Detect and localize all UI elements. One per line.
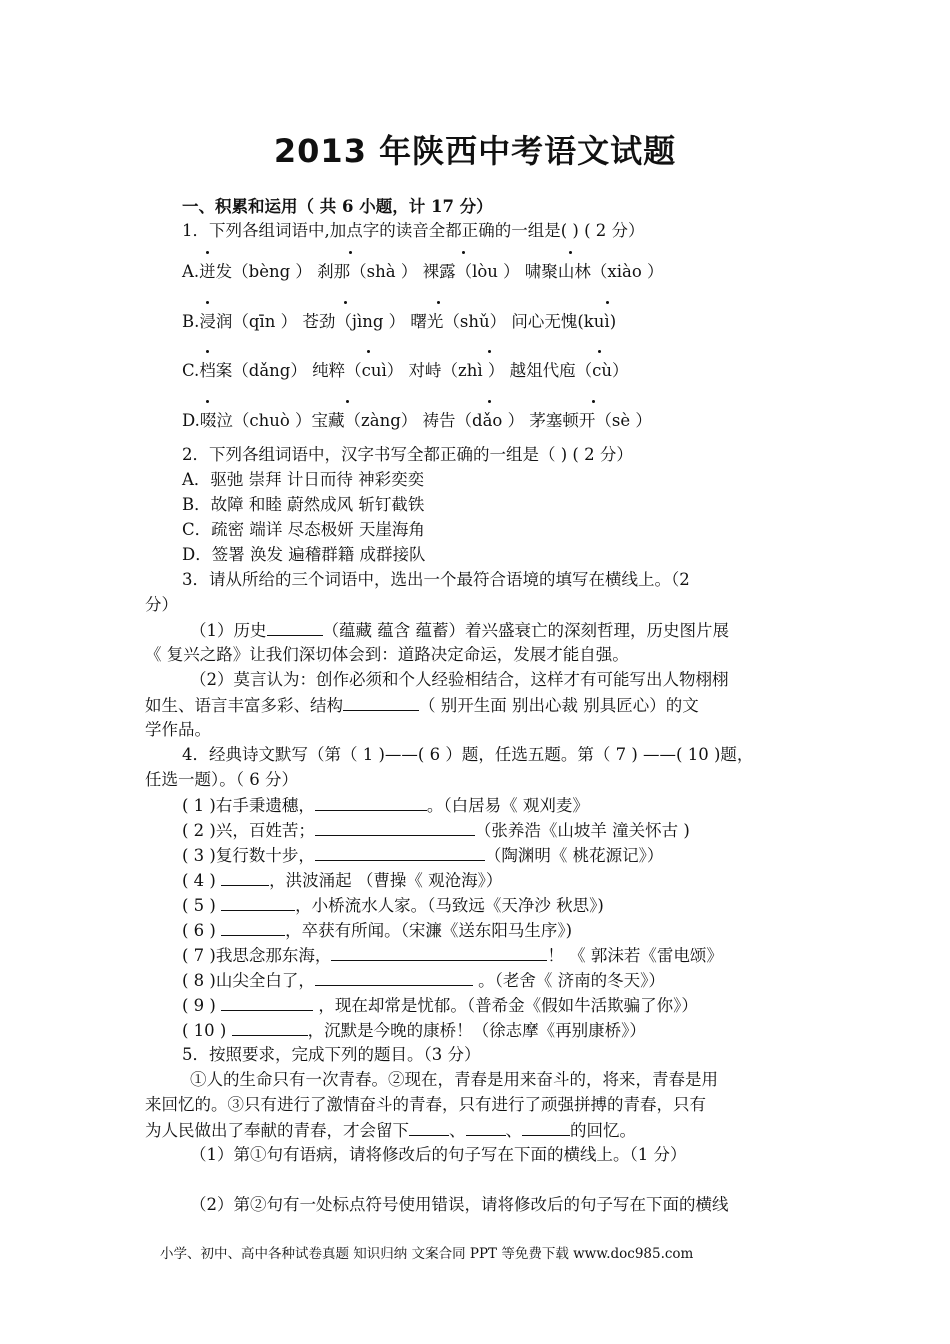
section-heading: 一、积累和运用（ 共 6 小题，计 17 分）: [182, 197, 493, 216]
answer-blank: [522, 1119, 570, 1136]
q1-option-a: A.迸发（bèng ） 刹那（shà ） 裸露（lòu ） 啸聚山林（xiào ）: [182, 262, 664, 281]
q4-item-9: ( 9 ) ，现在却常是忧郁。（普希金《假如牛活欺骗了你》）: [182, 996, 698, 1015]
q5-passage-line-3: 为人民做出了奉献的青春，才会留下 、 、 的回忆。: [145, 1121, 636, 1140]
answer-blank: [315, 819, 475, 836]
question-4-stem-cont: 任选一题）。（ 6 分）: [145, 770, 298, 789]
q3-part-2-cont: 如生、语言丰富多彩、结构 （ 别开生面 别出心裁 别具匠心）的文: [145, 696, 699, 715]
answer-blank: [315, 969, 473, 986]
q4-item-7: ( 7 )我思念那东海， ！ 《 郭沫若《雷电颂》: [182, 946, 723, 965]
question-5-stem: 5．按照要求，完成下列的题目。（3 分）: [182, 1045, 481, 1064]
q3-part-1-cont: 《 复兴之路》让我们深切体会到：道路决定命运，发展才能自强。: [145, 645, 629, 664]
answer-blank: [221, 994, 313, 1011]
q4-item-2: ( 2 )兴，百姓苦； （张养浩《山坡羊 潼关怀古 ): [182, 821, 690, 840]
answer-blank: [343, 694, 419, 711]
answer-blank: [221, 869, 269, 886]
q1-option-c: C.档案（dǎng） 纯粹（cuì） 对峙（zhì ） 越俎代庖（cù）: [182, 361, 629, 380]
q4-item-3: ( 3 )复行数十步， （陶渊明《 桃花源记》）: [182, 846, 664, 865]
q2-option-d: D．签署 涣发 遍稽群籍 成群接队: [182, 545, 426, 564]
q5-passage-line-1: ①人的生命只有一次青春。②现在，青春是用来奋斗的，将来，青春是用: [190, 1070, 718, 1089]
answer-blank: [221, 894, 295, 911]
footer-text: 小学、初中、高中各种试卷真题 知识归纳 文案合同 PPT 等免费下载 www.doc985.com: [160, 1246, 694, 1262]
q3-part-1: （1）历史 （蕴藏 蕴含 蕴蓄）着兴盛衰亡的深刻哲理，历史图片展: [190, 621, 729, 640]
q4-item-10: ( 10 ) ，沉默是今晚的康桥！（徐志摩《再别康桥》）: [182, 1021, 646, 1040]
answer-blank: [466, 1119, 506, 1136]
q2-option-a: A．驱弛 崇拜 计日而待 神彩奕奕: [182, 470, 425, 489]
q3-part-2-end: 学作品。: [145, 720, 211, 739]
question-2-stem: 2．下列各组词语中，汉字书写全都正确的一组是（ ) ( 2 分）: [182, 445, 633, 464]
q4-item-4: ( 4 ) ，洪波涌起 （曹操《 观沧海》）: [182, 871, 503, 890]
q4-item-6: ( 6 ) ，卒获有所闻。（宋濂《送东阳马生序》): [182, 921, 573, 940]
answer-blank: [331, 944, 547, 961]
q1-option-b: B.浸润（qīn ） 苍劲（jìng ） 曙光（shǔ） 问心无愧(kuì): [182, 312, 617, 331]
q5-passage-line-2: 来回忆的。③只有进行了激情奋斗的青春，只有进行了顽强拼搏的青春，只有: [145, 1095, 706, 1114]
q5-sub-2: （2）第②句有一处标点符号使用错误，请将修改后的句子写在下面的横线: [190, 1195, 729, 1214]
answer-blank: [315, 844, 485, 861]
answer-blank: [315, 794, 427, 811]
answer-blank: [232, 1019, 308, 1036]
q1-option-d: D.啜泣（chuò ）宝藏（zàng） 祷告（dǎo ） 茅塞顿开（sè ）: [182, 411, 652, 430]
answer-blank: [409, 1119, 449, 1136]
question-3-stem: 3．请从所给的三个词语中，选出一个最符合语境的填写在横线上。（2: [182, 570, 690, 589]
question-3-stem-cont: 分）: [145, 595, 178, 614]
q4-item-8: ( 8 )山尖全白了， 。（老舍《 济南的冬天》）: [182, 971, 665, 990]
q4-item-5: ( 5 ) ，小桥流水人家。（马致远《天净沙 秋思》): [182, 896, 604, 915]
q2-option-b: B．故障 和睦 蔚然成风 斩钉截铁: [182, 495, 425, 514]
q4-item-1: ( 1 )右手秉遗穗， 。（白居易《 观刈麦》: [182, 796, 589, 815]
question-4-stem: 4．经典诗文默写（第（ 1 )——( 6 ）题，任选五题。第（ 7 ) ——( 10 )题，: [182, 745, 754, 764]
q2-option-c: C．疏密 端详 尽态极妍 天崖海角: [182, 520, 425, 539]
answer-blank: [267, 619, 323, 636]
page-title: 2013 年陕西中考语文试题: [273, 132, 677, 170]
q5-sub-1: （1）第①句有语病，请将修改后的句子写在下面的横线上。（1 分）: [190, 1145, 687, 1164]
question-1-stem: 1．下列各组词语中,加点字的读音全都正确的一组是( ) ( 2 分）: [182, 221, 645, 240]
q3-part-2: （2）莫言认为：创作必须和个人经验相结合，这样才有可能写出人物栩栩: [190, 670, 729, 689]
answer-blank: [221, 919, 285, 936]
